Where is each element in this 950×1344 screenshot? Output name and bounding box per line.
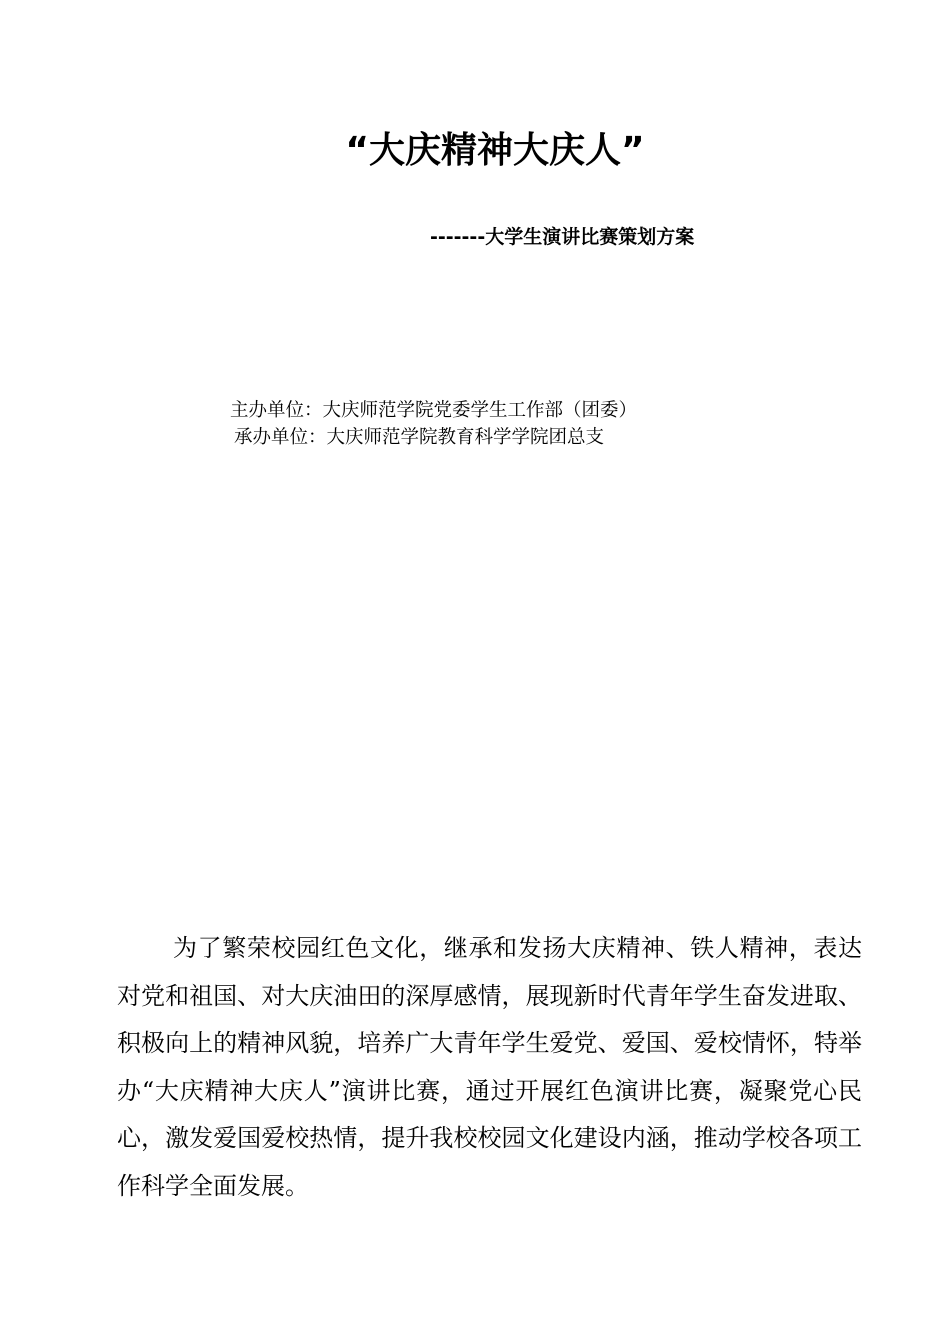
- document-subtitle: -------大学生演讲比赛策划方案: [430, 226, 695, 248]
- intro-paragraph: 为了繁荣校园红色文化，继承和发扬大庆精神、铁人精神，表达对党和祖国、对大庆油田的深厚感情，展现新时代青年学生奋发进取、积极向上的精神风貌，培养广大青年学生爱党、爱国、爱校情怀，特举办“大庆精神大庆人”演讲比赛，通过开展红色演讲比赛，凝聚党心民心，激发爱国爱校热情，提升我校校园文化建设内涵，推动学校各项工作科学全面发展。: [117, 934, 862, 1200]
- document-title: “大庆精神大庆人”: [345, 130, 645, 171]
- host-organizer: 主办单位：大庆师范学院党委学生工作部（团委）: [230, 400, 638, 421]
- co-organizer: 承办单位：大庆师范学院教育科学学院团总支: [234, 427, 605, 448]
- organizer-block: [230, 397, 637, 451]
